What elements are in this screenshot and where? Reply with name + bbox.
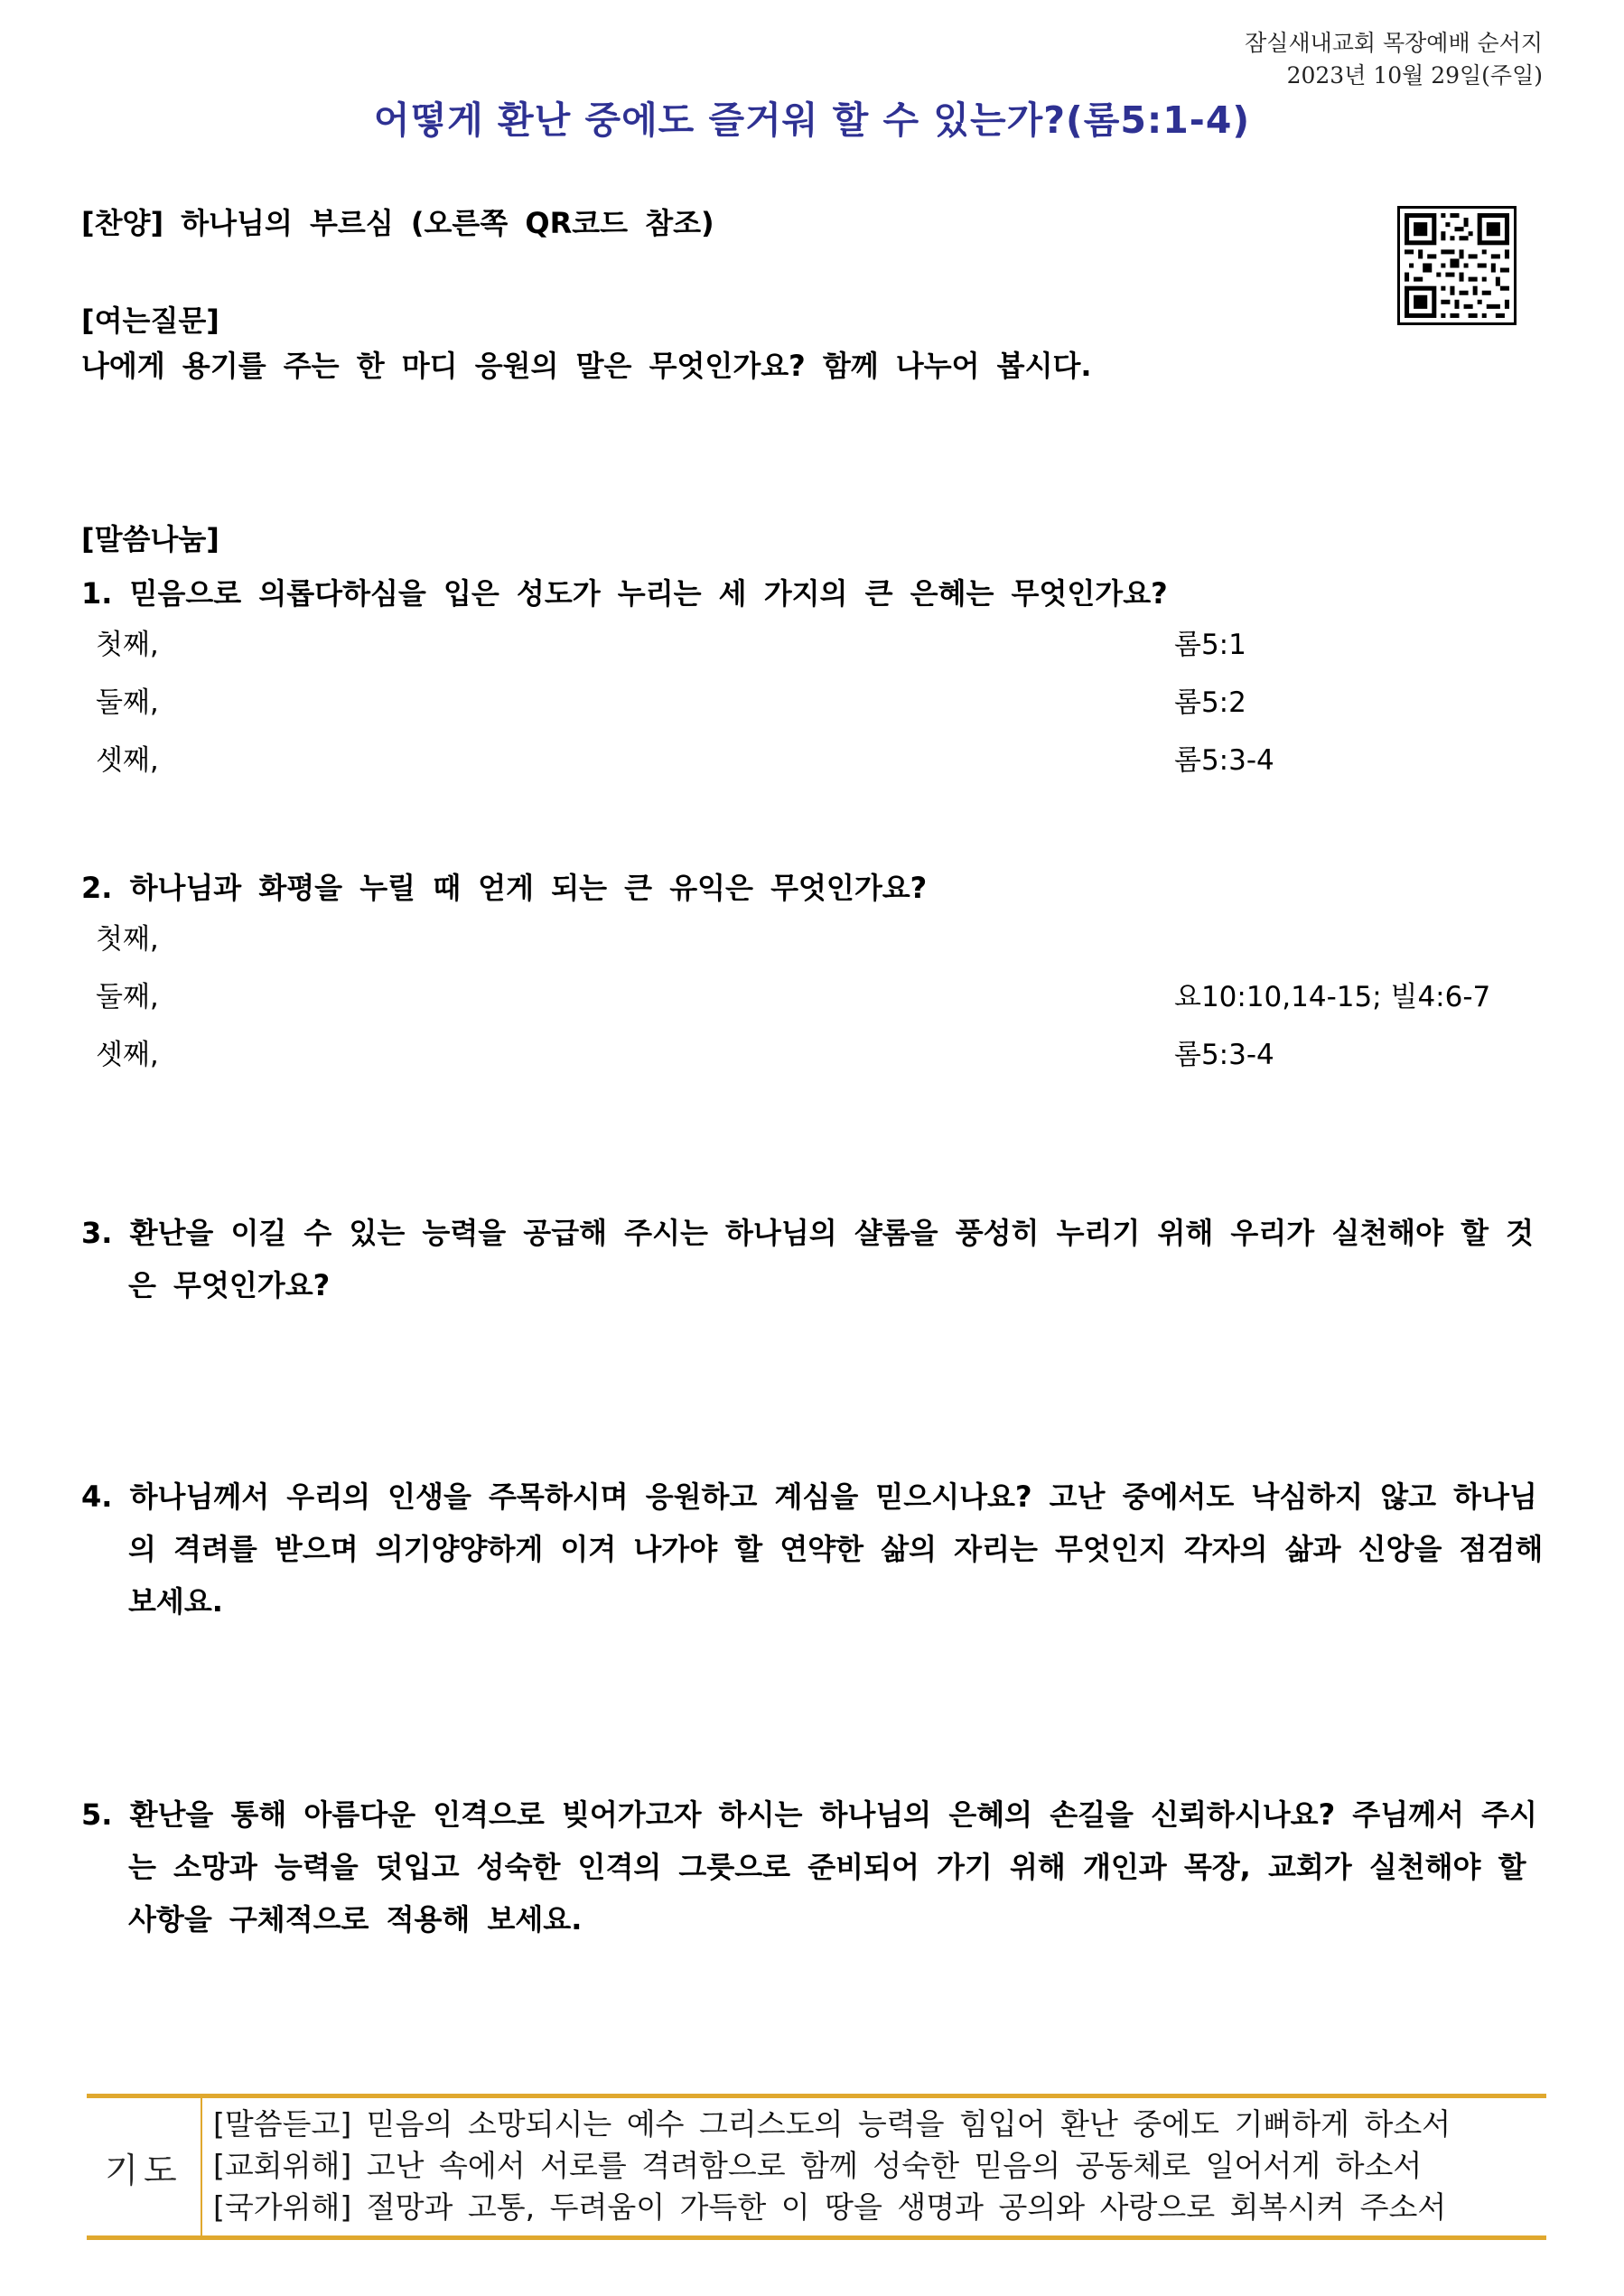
question-3-section (81, 1207, 1545, 1311)
hymn-line: [찬양] 하나님의 부르심 (오른쪽 QR코드 참조) (81, 206, 714, 240)
scripture-ref: 롬5:2 (1174, 686, 1246, 719)
prayer-box (87, 2094, 1546, 2240)
document-date: 2023년 10월 29일(주일) (1286, 62, 1543, 89)
answer-label: 둘째, (96, 686, 159, 719)
question-2-answers (81, 910, 1545, 1084)
prayer-line-word: [말씀듣고] 믿음의 소망되시는 예수 그리스도의 능력을 힘입어 환난 중에도 기뻐하게 하소서 (213, 2106, 1451, 2142)
opening-heading: [여는질문] (81, 303, 219, 338)
opening-question: 나에게 용기를 주는 한 마디 응원의 말은 무엇인가요? 함께 나누어 봅시다. (81, 349, 1092, 383)
scripture-ref: 롬5:3-4 (1174, 1039, 1274, 1071)
sharing-section (81, 517, 1545, 789)
church-name: 잠실새내교회 목장예배 순서지 (1245, 30, 1543, 56)
sharing-heading: [말씀나눔] (81, 522, 219, 556)
prayer-line-church: [교회위해] 고난 속에서 서로를 격려함으로 함께 성숙한 믿음의 공동체로 일어서게 하소서 (213, 2148, 1423, 2183)
answer-row (81, 674, 1545, 732)
question-2: 2. 하나님과 화평을 누릴 때 얻게 되는 큰 유익은 무엇인가요? (81, 871, 928, 905)
document-header (1245, 27, 1543, 92)
question-5-section (81, 1788, 1545, 1946)
scripture-ref: 요10:10,14-15; 빌4:6-7 (1174, 981, 1491, 1013)
question-3: 3. 환난을 이길 수 있는 능력을 공급해 주시는 하나님의 샬롬을 풍성히 누리기 위해 우리가 실천해야 할 것은 무엇인가요? (81, 1216, 1535, 1302)
question-1: 1. 믿음으로 의롭다하심을 입은 성도가 누리는 세 가지의 큰 은혜는 무엇인가요? (81, 576, 1168, 611)
answer-row (81, 910, 1545, 968)
answer-label: 둘째, (96, 981, 159, 1013)
prayer-line-nation: [국가위해] 절망과 고통, 두려움이 가득한 이 땅을 생명과 공의와 사랑으로 회복시켜 주소서 (213, 2189, 1447, 2225)
question-4: 4. 하나님께서 우리의 인생을 주목하시며 응원하고 계심을 믿으시나요? 고난 중에서도 낙심하지 않고 하나님의 격려를 받으며 의기양양하게 이겨 나가야 할 연약한 삶의 자리는 무엇인지 각자의 삶과 신앙을 점검해 보세요. (81, 1479, 1544, 1619)
question-5: 5. 환난을 통해 아름다운 인격으로 빚어가고자 하시는 하나님의 은혜의 손길을 신뢰하시나요? 주님께서 주시는 소망과 능력을 덧입고 성숙한 인격의 그릇으로 준비되어 가기 위해 개인과 목장, 교회가 실천해야 할 사항을 구체적으로 적용해 보세요. (81, 1797, 1537, 1937)
answer-label: 첫째, (96, 923, 159, 956)
answer-row (81, 968, 1545, 1026)
opening-section (81, 298, 1545, 388)
question-2-section (81, 865, 1545, 1084)
scripture-ref: 롬5:1 (1174, 629, 1246, 661)
prayer-lines (213, 2104, 1541, 2228)
answer-label: 첫째, (96, 629, 159, 661)
scripture-ref: 롬5:3-4 (1174, 744, 1274, 777)
answer-row (81, 1026, 1545, 1084)
question-4-section (81, 1470, 1545, 1628)
answer-label: 셋째, (96, 744, 159, 777)
answer-label: 셋째, (96, 1039, 159, 1071)
answer-row (81, 616, 1545, 674)
answer-row (81, 732, 1545, 789)
question-1-answers (81, 616, 1545, 789)
hymn-section (81, 201, 1545, 246)
page-title: 어떻게 환난 중에도 즐거워 할 수 있는가?(롬5:1-4) (373, 98, 1251, 142)
prayer-label: 기도 (87, 2098, 202, 2235)
